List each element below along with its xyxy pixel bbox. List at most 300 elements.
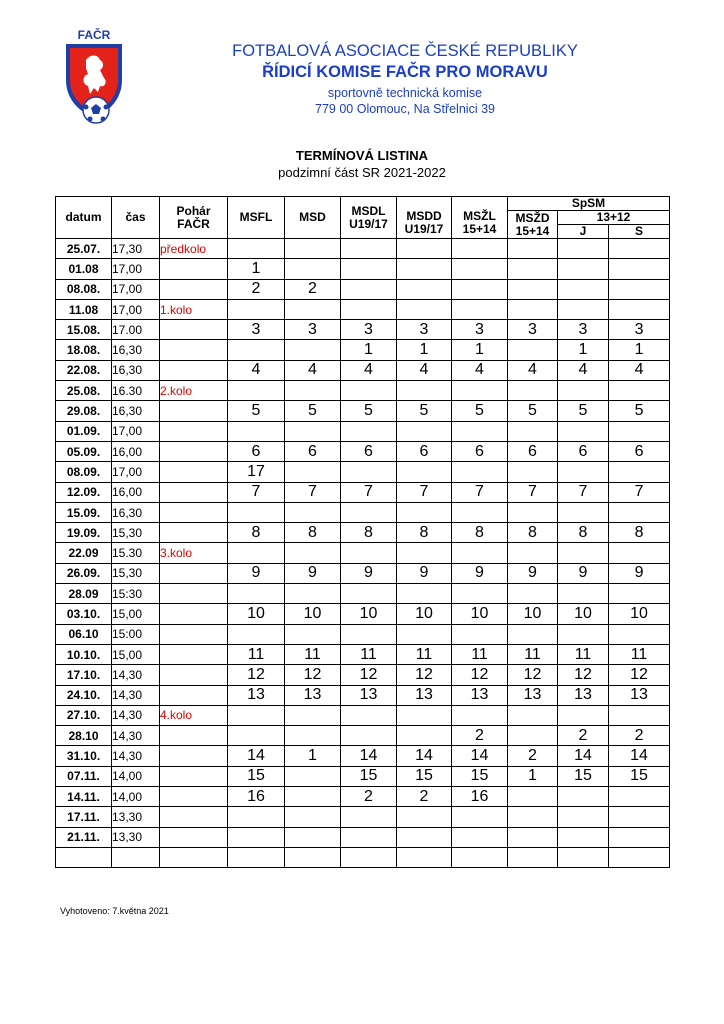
cell-msdd: 15 — [397, 766, 452, 786]
cell-spsm-j — [558, 543, 609, 563]
cell-time: 14,30 — [112, 705, 160, 725]
cell-msdl: 15 — [341, 766, 397, 786]
cell-msdl: 2 — [341, 787, 397, 807]
cell-msfl — [228, 827, 285, 847]
table-row — [56, 421, 670, 441]
header-msdd-line1: MSDD — [406, 209, 442, 223]
header-13-12: 13+12 — [558, 211, 670, 225]
cell-msdd: 2 — [397, 787, 452, 807]
cell-spsm-s: 12 — [609, 665, 670, 685]
cell-msdl: 8 — [341, 523, 397, 543]
cell-msdl: 3 — [341, 320, 397, 340]
cell-date: 06.10 — [56, 624, 112, 644]
header-pohar-line1: Pohár — [176, 203, 211, 218]
cell-msd — [285, 847, 341, 867]
cell-spsm-j: 13 — [558, 685, 609, 705]
cell-cup-round — [160, 482, 228, 502]
cell-msd: 8 — [285, 523, 341, 543]
cell-msd — [285, 543, 341, 563]
cell-msdd: 8 — [397, 523, 452, 543]
cell-spsm-s — [609, 705, 670, 725]
cell-cup-round: 3.kolo — [160, 543, 228, 563]
cell-msdl — [341, 502, 397, 522]
cell-spsm-j: 2 — [558, 726, 609, 746]
cell-date: 17.11. — [56, 807, 112, 827]
cell-date: 26.09. — [56, 563, 112, 583]
org-name: FOTBALOVÁ ASOCIACE ČESKÉ REPUBLIKY — [232, 42, 578, 60]
header-msfl: MSFL — [228, 197, 285, 239]
cell-spsm-s: 11 — [609, 644, 670, 664]
cell-msdd — [397, 381, 452, 401]
header-spsm: SpSM — [508, 197, 670, 211]
cell-msdd — [397, 807, 452, 827]
cell-spsm-j — [558, 624, 609, 644]
cell-msfl: 11 — [228, 644, 285, 664]
cell-mszl — [452, 462, 508, 482]
cell-spsm-s — [609, 807, 670, 827]
cell-msfl: 7 — [228, 482, 285, 502]
cell-date: 24.10. — [56, 685, 112, 705]
cell-date — [56, 847, 112, 867]
table-row — [56, 726, 670, 746]
cell-mszd: 5 — [508, 401, 558, 421]
cell-msdl: 10 — [341, 604, 397, 624]
cell-cup-round — [160, 401, 228, 421]
cell-msdl: 1 — [341, 340, 397, 360]
cell-date: 03.10. — [56, 604, 112, 624]
cell-msd — [285, 299, 341, 319]
cell-date: 25.07. — [56, 239, 112, 259]
cell-mszd: 12 — [508, 665, 558, 685]
cell-msdl — [341, 279, 397, 299]
cell-msd — [285, 624, 341, 644]
cell-spsm-j: 10 — [558, 604, 609, 624]
cell-cup-round — [160, 665, 228, 685]
cell-time: 17,00 — [112, 299, 160, 319]
cell-spsm-j: 11 — [558, 644, 609, 664]
table-row — [56, 705, 670, 725]
cell-spsm-j — [558, 502, 609, 522]
cell-spsm-s — [609, 787, 670, 807]
cell-date: 22.09 — [56, 543, 112, 563]
cell-msfl: 16 — [228, 787, 285, 807]
cell-spsm-j: 4 — [558, 360, 609, 380]
cell-msd: 7 — [285, 482, 341, 502]
cell-spsm-s: 14 — [609, 746, 670, 766]
cell-msdl — [341, 381, 397, 401]
cell-spsm-s: 6 — [609, 441, 670, 461]
cell-msdl — [341, 827, 397, 847]
cell-spsm-j: 12 — [558, 665, 609, 685]
cell-msdl — [341, 584, 397, 604]
cell-date: 07.11. — [56, 766, 112, 786]
cell-msdl — [341, 462, 397, 482]
table-row — [56, 543, 670, 563]
cell-mszd — [508, 340, 558, 360]
cell-msd: 3 — [285, 320, 341, 340]
table-row — [56, 279, 670, 299]
cell-spsm-s — [609, 624, 670, 644]
cell-msfl — [228, 239, 285, 259]
cell-spsm-j — [558, 239, 609, 259]
table-row — [56, 482, 670, 502]
table-row — [56, 746, 670, 766]
table-row — [56, 563, 670, 583]
cell-time: 16,30 — [112, 401, 160, 421]
cell-spsm-s — [609, 239, 670, 259]
cell-msdd — [397, 624, 452, 644]
cell-date: 08.09. — [56, 462, 112, 482]
cell-mszd: 2 — [508, 746, 558, 766]
cell-spsm-s: 9 — [609, 563, 670, 583]
cell-mszd — [508, 299, 558, 319]
cell-msdd — [397, 279, 452, 299]
cell-spsm-s — [609, 502, 670, 522]
cell-msdd: 9 — [397, 563, 452, 583]
cell-msd: 9 — [285, 563, 341, 583]
cell-time: 13,30 — [112, 807, 160, 827]
cell-mszd — [508, 239, 558, 259]
cell-msdl — [341, 705, 397, 725]
cell-msfl: 5 — [228, 401, 285, 421]
cell-spsm-j — [558, 299, 609, 319]
header-mszl — [452, 197, 508, 239]
cell-time — [112, 847, 160, 867]
cell-spsm-j — [558, 807, 609, 827]
cell-spsm-j: 7 — [558, 482, 609, 502]
cell-msfl: 1 — [228, 259, 285, 279]
header-cas: čas — [112, 197, 160, 239]
header-pohar-line2: FAČR — [177, 216, 210, 231]
cell-msdl: 12 — [341, 665, 397, 685]
cell-spsm-s — [609, 259, 670, 279]
cell-cup-round — [160, 584, 228, 604]
cell-spsm-s: 7 — [609, 482, 670, 502]
cell-msfl: 14 — [228, 746, 285, 766]
cell-date: 19.09. — [56, 523, 112, 543]
cell-msdd — [397, 421, 452, 441]
header-mszd-line2: 15+14 — [515, 223, 550, 238]
cell-spsm-s — [609, 584, 670, 604]
cell-mszl: 13 — [452, 685, 508, 705]
table-row — [56, 502, 670, 522]
table-row — [56, 462, 670, 482]
table-row — [56, 604, 670, 624]
cell-date: 22.08. — [56, 360, 112, 380]
cell-msfl — [228, 624, 285, 644]
cell-msdd — [397, 259, 452, 279]
cell-mszd — [508, 502, 558, 522]
cell-time: 14,30 — [112, 746, 160, 766]
cell-msfl: 12 — [228, 665, 285, 685]
cell-time: 13,30 — [112, 827, 160, 847]
cell-msd — [285, 421, 341, 441]
cell-msd — [285, 259, 341, 279]
cell-msd — [285, 766, 341, 786]
schedule-table — [55, 196, 670, 868]
cell-msfl — [228, 584, 285, 604]
cell-mszd: 10 — [508, 604, 558, 624]
cell-spsm-j: 5 — [558, 401, 609, 421]
cell-date: 18.08. — [56, 340, 112, 360]
cell-msdd: 4 — [397, 360, 452, 380]
cell-mszl: 9 — [452, 563, 508, 583]
cell-date: 28.09 — [56, 584, 112, 604]
cell-msfl: 2 — [228, 279, 285, 299]
cell-mszl: 3 — [452, 320, 508, 340]
cell-cup-round — [160, 462, 228, 482]
cell-date: 01.08 — [56, 259, 112, 279]
cell-mszd — [508, 543, 558, 563]
cell-mszl — [452, 381, 508, 401]
cell-date: 01.09. — [56, 421, 112, 441]
cell-time: 16,30 — [112, 340, 160, 360]
table-row — [56, 624, 670, 644]
cell-mszl: 2 — [452, 726, 508, 746]
cell-cup-round — [160, 847, 228, 867]
cell-msdd — [397, 847, 452, 867]
cell-mszd — [508, 259, 558, 279]
cell-cup-round — [160, 624, 228, 644]
cell-msdd: 13 — [397, 685, 452, 705]
cell-mszl — [452, 543, 508, 563]
table-row — [56, 401, 670, 421]
cell-spsm-j — [558, 421, 609, 441]
facr-logo — [60, 28, 128, 128]
header-pohar — [160, 197, 228, 239]
cell-msdd: 1 — [397, 340, 452, 360]
cell-mszl: 16 — [452, 787, 508, 807]
cell-msfl: 3 — [228, 320, 285, 340]
cell-msd — [285, 462, 341, 482]
cell-mszl — [452, 624, 508, 644]
cell-spsm-j: 6 — [558, 441, 609, 461]
table-row — [56, 523, 670, 543]
cell-spsm-s — [609, 381, 670, 401]
cell-msdl — [341, 726, 397, 746]
cell-msfl — [228, 381, 285, 401]
cell-time: 14,30 — [112, 726, 160, 746]
cell-spsm-j: 14 — [558, 746, 609, 766]
cell-date: 28.10 — [56, 726, 112, 746]
cell-mszl — [452, 421, 508, 441]
cell-msd: 6 — [285, 441, 341, 461]
cell-spsm-j — [558, 705, 609, 725]
cell-msd — [285, 340, 341, 360]
cell-mszl: 15 — [452, 766, 508, 786]
cell-cup-round — [160, 787, 228, 807]
cell-mszl: 14 — [452, 746, 508, 766]
cell-msd: 5 — [285, 401, 341, 421]
cell-msdl — [341, 421, 397, 441]
cell-msdd — [397, 502, 452, 522]
cell-msdl: 6 — [341, 441, 397, 461]
cell-msfl — [228, 299, 285, 319]
cell-mszd: 13 — [508, 685, 558, 705]
cell-cup-round — [160, 441, 228, 461]
cell-spsm-j — [558, 259, 609, 279]
cell-msdd: 11 — [397, 644, 452, 664]
cell-time: 15:30 — [112, 584, 160, 604]
address: 779 00 Olomouc, Na Střelnici 39 — [315, 102, 495, 116]
cell-mszd: 7 — [508, 482, 558, 502]
cell-mszd — [508, 726, 558, 746]
cell-date: 15.08. — [56, 320, 112, 340]
cell-time: 15,00 — [112, 644, 160, 664]
header-msdl — [341, 197, 397, 239]
cell-msdl — [341, 299, 397, 319]
cell-time: 17,30 — [112, 239, 160, 259]
cell-cup-round: předkolo — [160, 239, 228, 259]
cell-msd — [285, 726, 341, 746]
cell-mszl: 6 — [452, 441, 508, 461]
table-row — [56, 665, 670, 685]
cell-msd — [285, 381, 341, 401]
cell-time: 15,30 — [112, 523, 160, 543]
cell-mszd — [508, 787, 558, 807]
cell-date: 17.10. — [56, 665, 112, 685]
cell-msdd: 14 — [397, 746, 452, 766]
cell-msdl: 9 — [341, 563, 397, 583]
cell-spsm-s: 10 — [609, 604, 670, 624]
cell-msfl: 17 — [228, 462, 285, 482]
table-row — [56, 360, 670, 380]
cell-spsm-s — [609, 543, 670, 563]
cell-spsm-j: 3 — [558, 320, 609, 340]
cell-spsm-s: 5 — [609, 401, 670, 421]
cell-mszd — [508, 705, 558, 725]
header-mszl-line2: 15+14 — [462, 222, 497, 236]
cell-spsm-s: 3 — [609, 320, 670, 340]
cell-msfl: 4 — [228, 360, 285, 380]
cell-spsm-s: 2 — [609, 726, 670, 746]
cell-time: 17.00 — [112, 320, 160, 340]
cell-msdd: 5 — [397, 401, 452, 421]
cell-msd — [285, 705, 341, 725]
table-row — [56, 847, 670, 867]
header-msdl-line1: MSDL — [351, 203, 386, 218]
cell-spsm-j: 1 — [558, 340, 609, 360]
cell-spsm-j: 15 — [558, 766, 609, 786]
cell-mszl — [452, 299, 508, 319]
table-row — [56, 259, 670, 279]
cell-mszl: 8 — [452, 523, 508, 543]
cell-mszl — [452, 502, 508, 522]
cell-msdd — [397, 543, 452, 563]
cell-mszd: 11 — [508, 644, 558, 664]
cell-msd: 2 — [285, 279, 341, 299]
cell-mszl: 1 — [452, 340, 508, 360]
cell-msdl: 14 — [341, 746, 397, 766]
cell-spsm-j — [558, 279, 609, 299]
committee-name: ŘÍDICÍ KOMISE FAČR PRO MORAVU — [262, 63, 548, 81]
cell-msfl: 6 — [228, 441, 285, 461]
cell-time: 17,00 — [112, 259, 160, 279]
table-row — [56, 787, 670, 807]
cell-msfl — [228, 705, 285, 725]
cell-msdd — [397, 827, 452, 847]
cell-msdd: 3 — [397, 320, 452, 340]
cell-mszl — [452, 847, 508, 867]
cell-spsm-j — [558, 827, 609, 847]
cell-spsm-s — [609, 299, 670, 319]
cell-msdl: 5 — [341, 401, 397, 421]
cell-spsm-j — [558, 787, 609, 807]
table-row — [56, 441, 670, 461]
cell-msdl — [341, 259, 397, 279]
table-row — [56, 299, 670, 319]
cell-cup-round — [160, 563, 228, 583]
cell-mszl — [452, 807, 508, 827]
cell-cup-round — [160, 604, 228, 624]
cell-msdl: 11 — [341, 644, 397, 664]
cell-msdd — [397, 299, 452, 319]
cell-msd — [285, 239, 341, 259]
cell-msfl — [228, 421, 285, 441]
cell-date: 11.08 — [56, 299, 112, 319]
cell-time: 17,00 — [112, 279, 160, 299]
cell-cup-round — [160, 746, 228, 766]
cell-time: 16.30 — [112, 381, 160, 401]
cell-msdd: 6 — [397, 441, 452, 461]
cell-time: 14,00 — [112, 766, 160, 786]
document-title: TERMÍNOVÁ LISTINA — [295, 148, 429, 163]
cell-msd — [285, 584, 341, 604]
logo-text: FAČR — [77, 28, 111, 42]
cell-mszd — [508, 421, 558, 441]
cell-cup-round — [160, 827, 228, 847]
cell-date: 15.09. — [56, 502, 112, 522]
cell-msdl: 4 — [341, 360, 397, 380]
cell-spsm-j — [558, 847, 609, 867]
committee-subtitle: sportovně technická komise — [327, 86, 483, 100]
cell-msd: 10 — [285, 604, 341, 624]
cell-msfl — [228, 502, 285, 522]
cell-msdd — [397, 726, 452, 746]
document-subtitle: podzimní část SR 2021-2022 — [278, 165, 446, 180]
cell-mszd — [508, 624, 558, 644]
cell-mszd — [508, 279, 558, 299]
cell-date: 05.09. — [56, 441, 112, 461]
cell-msd: 1 — [285, 746, 341, 766]
header-mszd — [508, 211, 558, 239]
cell-spsm-s — [609, 462, 670, 482]
cell-msfl — [228, 543, 285, 563]
header-mszl-line1: MSŽL — [463, 209, 496, 223]
table-row — [56, 584, 670, 604]
cell-mszd: 6 — [508, 441, 558, 461]
cell-spsm-j — [558, 584, 609, 604]
cell-date: 14.11. — [56, 787, 112, 807]
table-row — [56, 381, 670, 401]
cell-mszd — [508, 847, 558, 867]
cell-mszd — [508, 381, 558, 401]
cell-msfl: 13 — [228, 685, 285, 705]
cell-msdd — [397, 705, 452, 725]
schedule-body — [56, 239, 670, 868]
cell-msd — [285, 827, 341, 847]
cell-cup-round — [160, 259, 228, 279]
cell-mszl: 11 — [452, 644, 508, 664]
cell-cup-round — [160, 502, 228, 522]
cell-cup-round — [160, 807, 228, 827]
header-msdd-line2: U19/17 — [404, 222, 444, 236]
cell-time: 16,30 — [112, 360, 160, 380]
cell-spsm-s — [609, 847, 670, 867]
cell-cup-round — [160, 523, 228, 543]
cell-mszl: 10 — [452, 604, 508, 624]
cell-time: 15,30 — [112, 563, 160, 583]
